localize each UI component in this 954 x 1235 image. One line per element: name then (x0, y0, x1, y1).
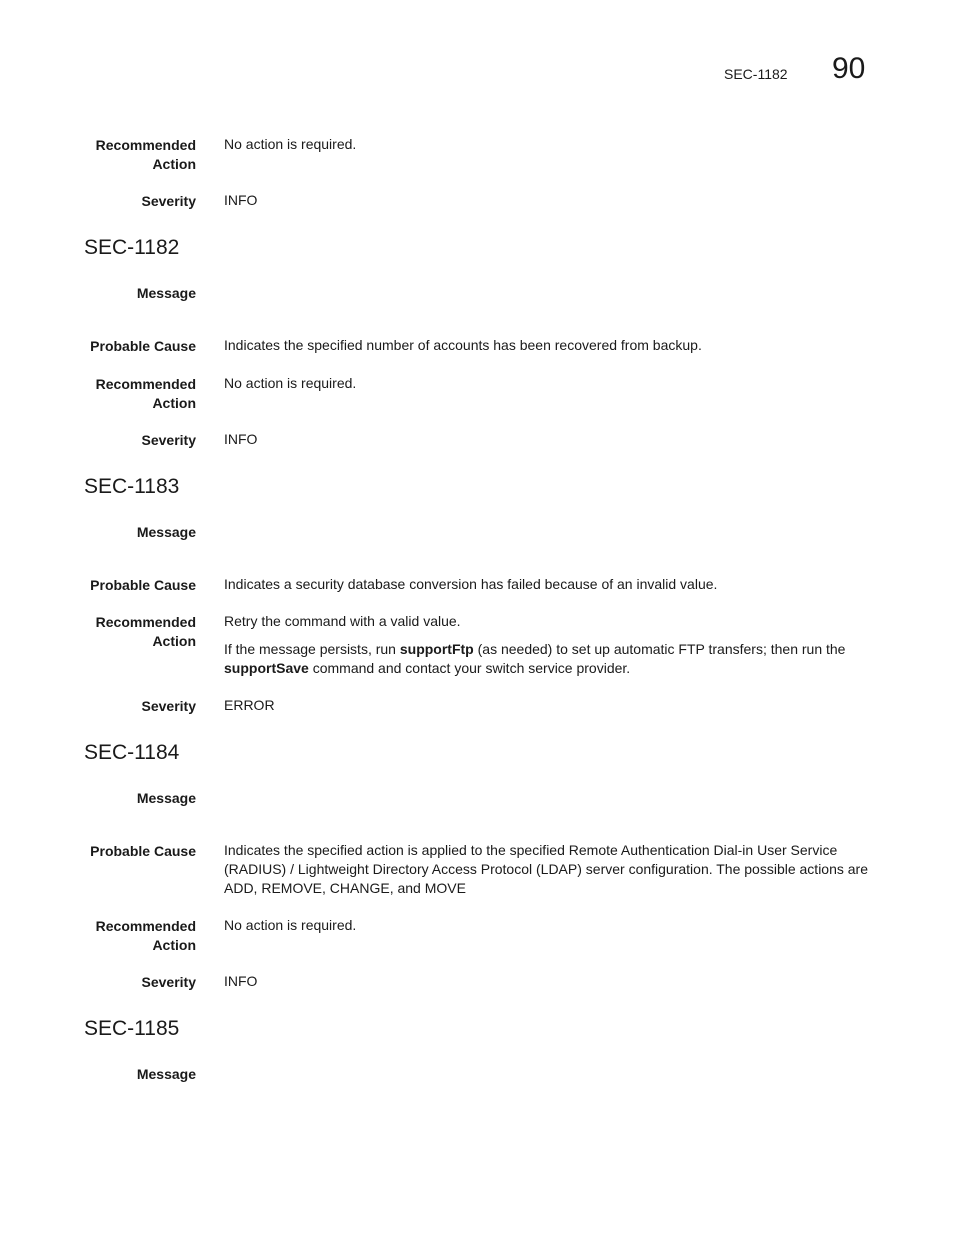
command-supportsave: supportSave (224, 660, 309, 676)
message-label: Message (136, 524, 196, 540)
severity-label: Severity (141, 432, 196, 448)
section-title: SEC-1184 (84, 741, 180, 764)
action-paragraph-1: Retry the command with a valid value. (224, 613, 461, 629)
severity-value: ERROR (224, 697, 275, 713)
section-title: SEC-1182 (84, 236, 180, 259)
severity-value: INFO (224, 973, 258, 989)
section-title: SEC-1183 (84, 475, 180, 498)
recommended-action-text: No action is required. (224, 136, 357, 152)
probable-cause-label: Probable Cause (90, 577, 196, 593)
recommended-action-label: Recommended Action (95, 376, 196, 411)
action-paragraph-2: If the message persists, run supportFtp (as needed) to set up automatic FTP transfers; then run the supportSave command and contact your switch service provider. (224, 641, 846, 676)
probable-cause-text: Indicates a security database conversion has failed because of an invalid value. (224, 576, 718, 592)
severity-label: Severity (141, 193, 196, 209)
message-label: Message (136, 285, 196, 301)
command-supportftp: supportFtp (399, 641, 474, 657)
recommended-action-label: Recommended Action (95, 137, 196, 172)
recommended-action-label: Recommended Action (95, 614, 196, 649)
severity-label: Severity (141, 974, 196, 990)
recommended-action-label: Recommended Action (95, 918, 196, 953)
recommended-action-text: No action is required. (224, 375, 357, 391)
probable-cause-label: Probable Cause (90, 338, 196, 354)
section-title: SEC-1185 (84, 1017, 180, 1040)
severity-label: Severity (141, 698, 196, 714)
severity-value: INFO (224, 431, 258, 447)
recommended-action-text: No action is required. (224, 917, 357, 933)
probable-cause-label: Probable Cause (90, 843, 196, 859)
message-label: Message (136, 790, 196, 806)
recommended-action-text (224, 612, 874, 678)
chapter-number: 90 (832, 52, 866, 85)
probable-cause-text: Indicates the specified action is applied to the specified Remote Authentication Dial-in User Service (RADIUS) / Lightweight Directory Access Protocol (LDAP) server configuration. The possible actions are ADD, REMOVE, CHANGE, and MOVE (224, 842, 869, 896)
header-message-code: SEC-1182 (724, 66, 788, 82)
probable-cause-text: Indicates the specified number of accounts has been recovered from backup. (224, 337, 702, 353)
message-label: Message (136, 1066, 196, 1082)
severity-value: INFO (224, 192, 258, 208)
